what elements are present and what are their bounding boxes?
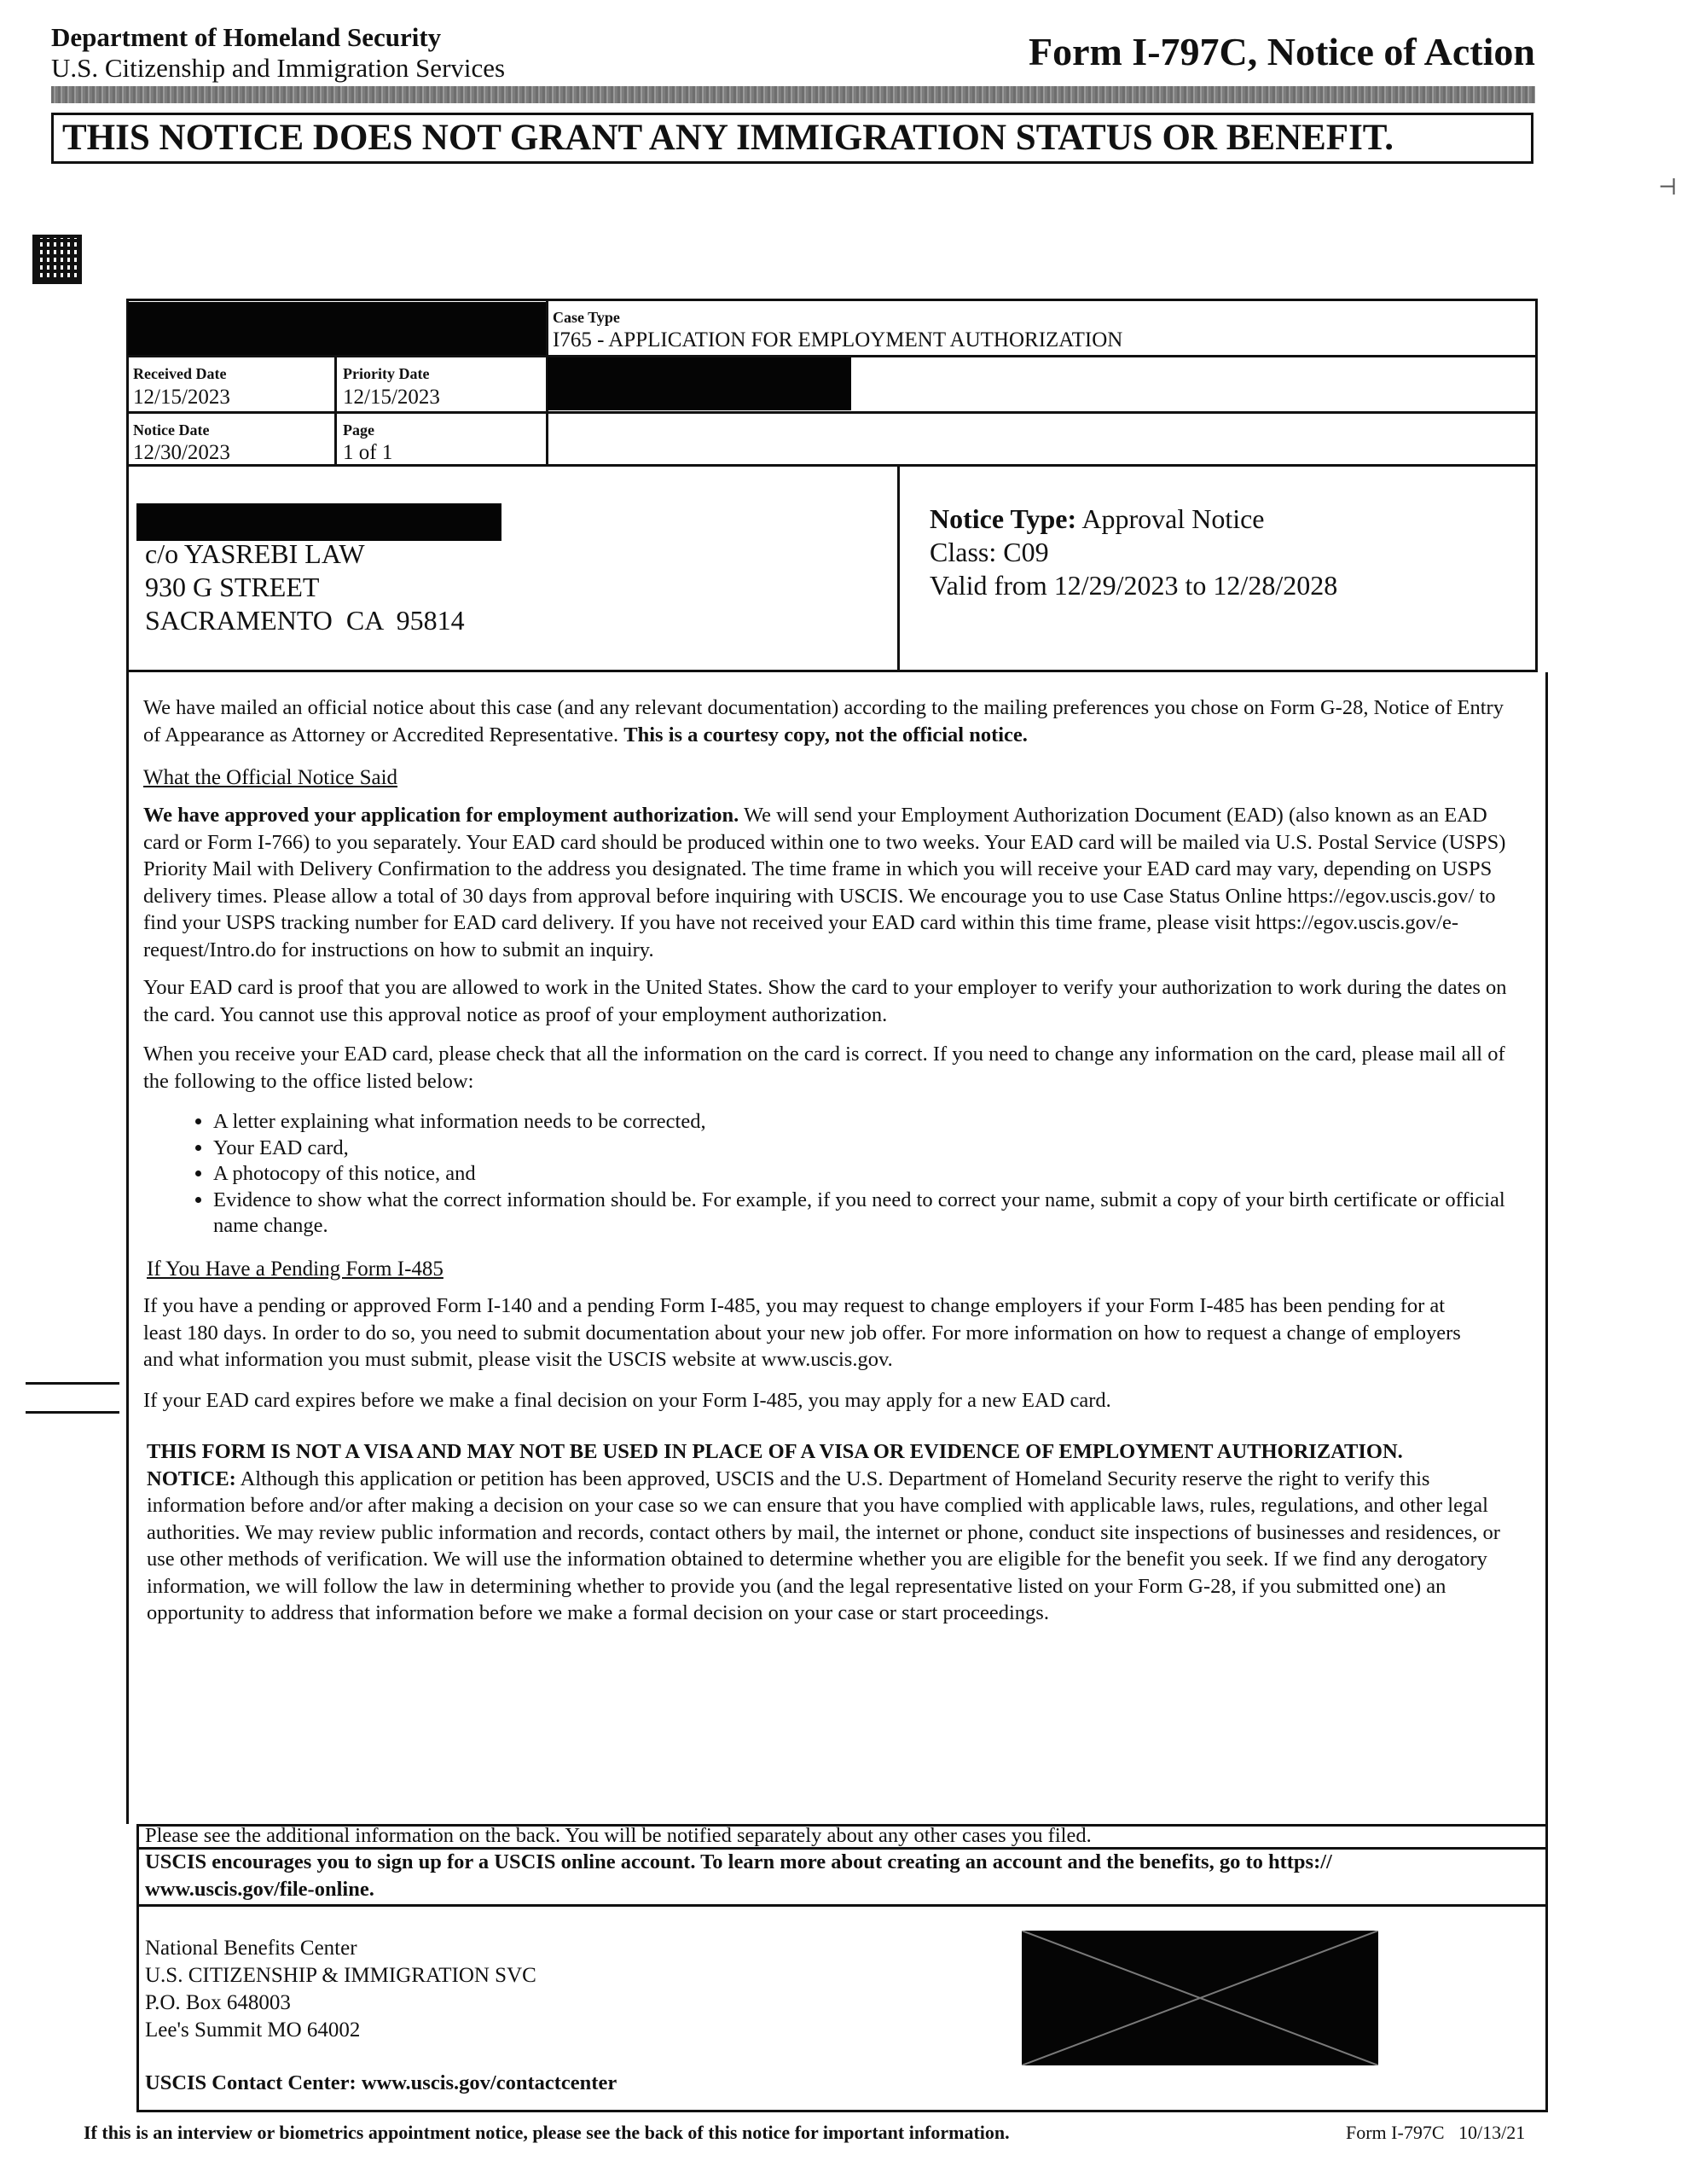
received-date-label: Received Date [133, 365, 227, 382]
notice-date-label: Notice Date [133, 421, 210, 439]
check-paragraph: When you receive your EAD card, please check that all the information on the card is correct. If you need to change any information on the card, please mail all of the following to the office listed below: [143, 1043, 1505, 1093]
priority-date-label: Priority Date [343, 365, 430, 382]
table-rule [897, 464, 900, 672]
case-type-label: Case Type [553, 309, 620, 326]
list-item: • A photocopy of this notice, and [213, 1161, 1544, 1188]
status-banner: THIS NOTICE DOES NOT GRANT ANY IMMIGRATION STATUS OR BENEFIT. [51, 113, 1533, 164]
address-line-1: c/o YASREBI LAW [145, 538, 365, 569]
notice-label: NOTICE: [147, 1467, 236, 1490]
table-rule [334, 355, 337, 464]
margin-mark: ⊣ [1658, 175, 1678, 200]
redacted-applicant-name [136, 503, 501, 541]
notice-date: 12/30/2023 [133, 441, 230, 464]
notice-type-label: Notice Type: [930, 503, 1077, 534]
page-label: Page [343, 421, 374, 439]
page-number: 1 of 1 [343, 441, 393, 464]
agency-name: Department of Homeland Security [51, 22, 442, 52]
form-edition: Form I-797C 10/13/21 [1346, 2122, 1526, 2143]
footer-rule [136, 1904, 1548, 1907]
pending-i485-heading: If You Have a Pending Form I-485 [147, 1258, 443, 1281]
official-notice-heading: What the Official Notice Said [143, 766, 398, 789]
additional-info-note: Please see the additional information on the back. You will be notified separately about any other cases you filed. [145, 1824, 1092, 1847]
table-rule [126, 411, 1538, 414]
approval-details: We will send your Employment Authorization Document (EAD) (also known as an EAD card or Form I-766) to you separately. Your EAD card should be produced within one to two weeks. Your EAD card will be mailed via U.S. Postal Service (USPS) Priority Mail with Delivery Confirmation to the address you designated. The time frame in which you will receive your EAD card may vary, depending on USPS delivery times. Please allow a total of 30 days from approval before inquiring with USCIS. We encourage you to use Case Status Online https://egov.uscis.gov/ to find your USPS tracking number for EAD card delivery. If you have not received your EAD card within this time frame, please visit https://egov.uscis.gov/e-request/Intro.do for instructions on how to submit an inquiry. [143, 804, 1506, 961]
approval-statement: We have approved your application for employment authorization. [143, 804, 739, 827]
received-date: 12/15/2023 [133, 386, 230, 409]
courtesy-copy-note: This is a courtesy copy, not the official notice. [623, 723, 1028, 746]
address-line-2: 930 G STREET [145, 572, 320, 602]
address-line-3: SACRAMENTO CA 95814 [145, 605, 465, 636]
redacted-receipt-number [128, 302, 546, 355]
list-item: • Your EAD card, [213, 1136, 1544, 1162]
proof-paragraph: Your EAD card is proof that you are allowed to work in the United States. Show the card to your employer to verify your authorization to work during the dates on the card. You cannot use this approval notice as proof of your employment authorization. [143, 976, 1507, 1026]
visa-warning: THIS FORM IS NOT A VISA AND MAY NOT BE USED IN PLACE OF A VISA OR EVIDENCE OF EMPLOYMENT AUTHORIZATION. [147, 1440, 1403, 1463]
legal-notice-paragraph [147, 1438, 1520, 1627]
online-account-note: USCIS encourages you to sign up for a USCIS online account. To learn more about creating an account and the benefits, go to https:// www.uscis.gov/file-online. [145, 1850, 1332, 1901]
agency-subname: U.S. Citizenship and Immigration Services [51, 53, 506, 83]
expiry-paragraph: If your EAD card expires before we make a final decision on your Form I-485, you may apply for a new EAD card. [143, 1389, 1111, 1412]
redaction-cross-icon [1022, 1931, 1378, 2065]
intro-text: We have mailed an official notice about this case (and any relevant documentation) according to the mailing preferences you chose on Form G-28, Notice of Entry of Appearance as Attorney or Accredited Representative. [143, 696, 1504, 746]
correction-list [186, 1109, 1544, 1240]
legal-notice-text: Although this application or petition has been approved, USCIS and the U.S. Department of Homeland Security reserve the right to verify this information before and/or after making a decision on your case so we can ensure that you have complied with applicable laws, rules, regulations, and other legal authorities. We may review public information and records, contact others by mail, the internet or phone, conduct site inspections of businesses and residences, or use other methods of verification. We will use the information obtained to determine whether you are eligible for the benefit you seek. If we find any derogatory information, we will follow the law in determining whether to provide you (and the legal representative listed on your Form G-28, if you submitted one) an opportunity to address that information before we make a formal decision on your case or start proceedings. [147, 1467, 1500, 1624]
margin-rule [26, 1382, 119, 1385]
appointment-note: If this is an interview or biometrics appointment notice, please see the back of this notice for important information. [84, 2122, 1010, 2143]
margin-rule [26, 1411, 119, 1414]
header-divider-bar [51, 86, 1535, 103]
contact-center: USCIS Contact Center: www.uscis.gov/contactcenter [145, 2071, 617, 2094]
list-item: • Evidence to show what the correct information should be. For example, if you need to correct your name, submit a copy of your birth certificate or official name change. [213, 1188, 1544, 1240]
redacted-signature [1022, 1931, 1378, 2065]
office-city: Lee's Summit MO 64002 [145, 2018, 361, 2042]
form-title: Form I-797C, Notice of Action [1028, 30, 1535, 73]
notice-type-value: Approval Notice [1081, 503, 1265, 534]
table-rule [126, 464, 1538, 467]
notice-validity: Valid from 12/29/2023 to 12/28/2028 [930, 570, 1338, 601]
barcode-icon [32, 235, 82, 284]
office-address [145, 1935, 536, 2044]
notice-class: Class: C09 [930, 537, 1049, 567]
list-item: • A letter explaining what information needs to be corrected, [213, 1109, 1544, 1136]
office-name: National Benefits Center [145, 1937, 357, 1960]
priority-date: 12/15/2023 [343, 386, 440, 409]
redacted-beneficiary [548, 357, 851, 410]
notice-type [930, 502, 1265, 536]
approval-paragraph [143, 802, 1518, 963]
intro-paragraph [143, 694, 1518, 748]
office-po-box: P.O. Box 648003 [145, 1991, 291, 2014]
office-department: U.S. CITIZENSHIP & IMMIGRATION SVC [145, 1964, 536, 1987]
case-type-value: I765 - APPLICATION FOR EMPLOYMENT AUTHORIZATION [553, 328, 1123, 351]
pending-paragraph: If you have a pending or approved Form I-140 and a pending Form I-485, you may request to change employers if your Form I-485 has been pending for at least 180 days. In order to do so, you need to submit documentation about your new job offer. For more information on how to request a change of employers and what information you must submit, please visit the USCIS website at www.uscis.gov. [143, 1294, 1461, 1371]
